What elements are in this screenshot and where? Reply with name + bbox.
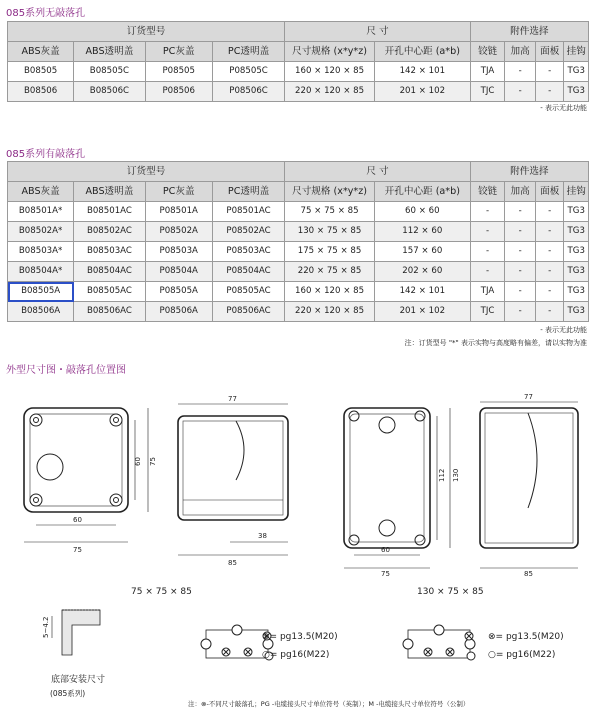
cross-circle-icon: ⊗ bbox=[488, 632, 496, 642]
table-cell: TJA bbox=[470, 282, 505, 302]
table-cell: - bbox=[505, 302, 536, 322]
large-side-dim-85: 85 bbox=[524, 570, 533, 578]
table-cell: B08506 bbox=[8, 82, 74, 102]
column-header: PC灰盖 bbox=[145, 182, 212, 202]
table-cell: - bbox=[505, 262, 536, 282]
table-cell: B08503A* bbox=[8, 242, 74, 262]
table-cell: B08503AC bbox=[74, 242, 145, 262]
table-row bbox=[8, 222, 589, 242]
table-cell: B08502A* bbox=[8, 222, 74, 242]
small-front-dim-60v: 60 bbox=[134, 457, 142, 466]
table-no-knockout bbox=[7, 21, 589, 102]
table-cell: P08503AC bbox=[212, 242, 284, 262]
table-cell: 142 × 101 bbox=[374, 62, 470, 82]
small-side-dim-77: 77 bbox=[228, 395, 237, 403]
table-cell: TJA bbox=[470, 62, 505, 82]
table-cell: 202 × 60 bbox=[374, 262, 470, 282]
table-cell: 160 × 120 × 85 bbox=[285, 282, 375, 302]
column-header: PC灰盖 bbox=[145, 42, 212, 62]
large-side-dim-77: 77 bbox=[524, 393, 533, 401]
table-cell: B08501AC bbox=[74, 202, 145, 222]
column-header: 开孔中心距 (a*b) bbox=[374, 182, 470, 202]
circle-icon: ○ bbox=[488, 650, 496, 660]
table-cell: - bbox=[535, 302, 564, 322]
table-cell: P08504AC bbox=[212, 262, 284, 282]
table-cell: P08501A bbox=[145, 202, 212, 222]
small-side-dim-38: 38 bbox=[258, 532, 267, 540]
group-header-size: 尺 寸 bbox=[285, 22, 471, 42]
column-header: 面板 bbox=[535, 42, 564, 62]
column-header: 铰链 bbox=[470, 42, 505, 62]
knockout-diagram-large bbox=[403, 625, 475, 660]
table-cell: - bbox=[470, 242, 505, 262]
section2-title: 085系列有敲落孔 bbox=[6, 149, 86, 160]
table-cell: 175 × 75 × 85 bbox=[285, 242, 375, 262]
base-sub: (085系列) bbox=[50, 689, 86, 698]
column-header: 面板 bbox=[535, 182, 564, 202]
small-box-side-drawing bbox=[178, 404, 288, 555]
base-dim: 5~4.2 bbox=[42, 616, 50, 638]
legend-2: ○= pg16(M22) bbox=[262, 650, 330, 660]
group-header-order: 订货型号 bbox=[8, 22, 285, 42]
table-cell: 220 × 120 × 85 bbox=[285, 82, 375, 102]
column-header: 加高 bbox=[505, 42, 536, 62]
table-cell: P08502AC bbox=[212, 222, 284, 242]
table-cell: - bbox=[535, 242, 564, 262]
base-label: 底部安装尺寸 bbox=[51, 675, 106, 685]
column-header: PC透明盖 bbox=[212, 182, 284, 202]
column-header: ABS透明盖 bbox=[74, 182, 145, 202]
table-row bbox=[8, 202, 589, 222]
column-header: 挂钩 bbox=[564, 42, 589, 62]
table-cell: 142 × 101 bbox=[374, 282, 470, 302]
table-cell: B08505AC bbox=[74, 282, 145, 302]
table-cell: TG3 bbox=[564, 282, 589, 302]
group-header-accessory: 附件选择 bbox=[470, 162, 588, 182]
large-front-dim-75: 75 bbox=[381, 570, 390, 578]
small-front-dim-75v: 75 bbox=[149, 457, 157, 466]
table-cell: - bbox=[470, 222, 505, 242]
legend-2b: ○= pg16(M22) bbox=[488, 650, 556, 660]
large-box-front-drawing bbox=[344, 408, 450, 568]
table-cell: - bbox=[470, 262, 505, 282]
section1-note: - 表示无此功能 bbox=[540, 104, 587, 112]
column-header: 尺寸规格 (x*y*z) bbox=[285, 42, 375, 62]
table-cell: P08502A bbox=[145, 222, 212, 242]
base-mount-drawing bbox=[52, 610, 100, 655]
section2-note1: - 表示无此功能 bbox=[540, 326, 587, 334]
table-cell: P08505C bbox=[212, 62, 284, 82]
circle-icon: ○ bbox=[262, 650, 270, 660]
large-box-caption: 130 × 75 × 85 bbox=[417, 587, 484, 597]
table-row bbox=[8, 242, 589, 262]
cross-circle-icon: ⊗ bbox=[262, 632, 270, 642]
table-row bbox=[8, 82, 589, 102]
section2-note2: 注：订货型号 "*" 表示实物与高度略有偏差，请以实物为准 bbox=[404, 339, 587, 347]
small-front-dim-75: 75 bbox=[73, 546, 82, 554]
table-cell: - bbox=[505, 82, 536, 102]
table-cell: 75 × 75 × 85 bbox=[285, 202, 375, 222]
column-header: 尺寸规格 (x*y*z) bbox=[285, 182, 375, 202]
table-cell: TG3 bbox=[564, 222, 589, 242]
group-header-order: 订货型号 bbox=[8, 162, 285, 182]
section1-title: 085系列无敲落孔 bbox=[6, 8, 86, 19]
small-box-front-drawing bbox=[24, 408, 148, 542]
footer-note: 注：⊗-不同尺寸敲落孔；PG -电缆接头尺寸单位符号（英制）；M -电缆接头尺寸单位符号（公制） bbox=[188, 700, 470, 708]
small-box-caption: 75 × 75 × 85 bbox=[131, 587, 192, 597]
table-cell: B08502AC bbox=[74, 222, 145, 242]
table-cell: 130 × 75 × 85 bbox=[285, 222, 375, 242]
table-with-knockout bbox=[7, 161, 589, 322]
table-cell: B08506A bbox=[8, 302, 74, 322]
legend-1b: ⊗= pg13.5(M20) bbox=[488, 632, 564, 642]
table-cell: 201 × 102 bbox=[374, 302, 470, 322]
group-header-size: 尺 寸 bbox=[285, 162, 471, 182]
table-cell: B08504AC bbox=[74, 262, 145, 282]
table-cell: 160 × 120 × 85 bbox=[285, 62, 375, 82]
table-cell: P08501AC bbox=[212, 202, 284, 222]
large-front-dim-112: 112 bbox=[438, 468, 446, 482]
table-cell: - bbox=[505, 242, 536, 262]
table-cell: P08506AC bbox=[212, 302, 284, 322]
table-cell: TG3 bbox=[564, 82, 589, 102]
table-row bbox=[8, 62, 589, 82]
table-cell: B08505C bbox=[74, 62, 145, 82]
column-header: 铰链 bbox=[470, 182, 505, 202]
large-front-dim-60: 60 bbox=[381, 546, 390, 554]
legend-1: ⊗= pg13.5(M20) bbox=[262, 632, 338, 642]
table-cell: - bbox=[535, 222, 564, 242]
table-cell: P08505A bbox=[145, 282, 212, 302]
table-cell: B08505A bbox=[8, 282, 74, 302]
table-cell: - bbox=[535, 202, 564, 222]
table-cell: B08506AC bbox=[74, 302, 145, 322]
column-header: ABS透明盖 bbox=[74, 42, 145, 62]
table-cell: B08506C bbox=[74, 82, 145, 102]
column-header: ABS灰盖 bbox=[8, 182, 74, 202]
table-cell: B08501A* bbox=[8, 202, 74, 222]
table-cell: 60 × 60 bbox=[374, 202, 470, 222]
small-side-dim-85: 85 bbox=[228, 559, 237, 567]
table-cell: - bbox=[505, 62, 536, 82]
table-cell: B08505 bbox=[8, 62, 74, 82]
table-cell: - bbox=[535, 282, 564, 302]
table-cell: 157 × 60 bbox=[374, 242, 470, 262]
table-cell: - bbox=[505, 222, 536, 242]
table-row bbox=[8, 282, 589, 302]
drawings-title: 外型尺寸图・敲落孔位置图 bbox=[6, 365, 126, 376]
table-cell: - bbox=[470, 202, 505, 222]
table-cell: P08506 bbox=[145, 82, 212, 102]
table-cell: TG3 bbox=[564, 262, 589, 282]
column-header: PC透明盖 bbox=[212, 42, 284, 62]
table-cell: TJC bbox=[470, 302, 505, 322]
table-cell: P08506A bbox=[145, 302, 212, 322]
table-cell: P08503A bbox=[145, 242, 212, 262]
table-cell: - bbox=[505, 202, 536, 222]
table-cell: P08506C bbox=[212, 82, 284, 102]
table-cell: - bbox=[535, 62, 564, 82]
table-cell: - bbox=[535, 262, 564, 282]
table-cell: TJC bbox=[470, 82, 505, 102]
table-cell: P08505 bbox=[145, 62, 212, 82]
table-cell: - bbox=[505, 282, 536, 302]
column-header: ABS灰盖 bbox=[8, 42, 74, 62]
table-cell: - bbox=[535, 82, 564, 102]
table-row bbox=[8, 262, 589, 282]
table-cell: P08504A bbox=[145, 262, 212, 282]
table-cell: B08504A* bbox=[8, 262, 74, 282]
table-cell: 112 × 60 bbox=[374, 222, 470, 242]
table-cell: TG3 bbox=[564, 302, 589, 322]
table-cell: TG3 bbox=[564, 62, 589, 82]
table-cell: 220 × 120 × 85 bbox=[285, 302, 375, 322]
large-front-dim-130: 130 bbox=[452, 468, 460, 482]
column-header: 加高 bbox=[505, 182, 536, 202]
large-box-side-drawing bbox=[480, 402, 578, 568]
table-cell: TG3 bbox=[564, 242, 589, 262]
table-cell: 201 × 102 bbox=[374, 82, 470, 102]
column-header: 挂钩 bbox=[564, 182, 589, 202]
table-cell: TG3 bbox=[564, 202, 589, 222]
table-cell: 220 × 75 × 85 bbox=[285, 262, 375, 282]
table-cell: P08505AC bbox=[212, 282, 284, 302]
group-header-accessory: 附件选择 bbox=[470, 22, 588, 42]
table-row bbox=[8, 302, 589, 322]
column-header: 开孔中心距 (a*b) bbox=[374, 42, 470, 62]
small-front-dim-60: 60 bbox=[73, 516, 82, 524]
